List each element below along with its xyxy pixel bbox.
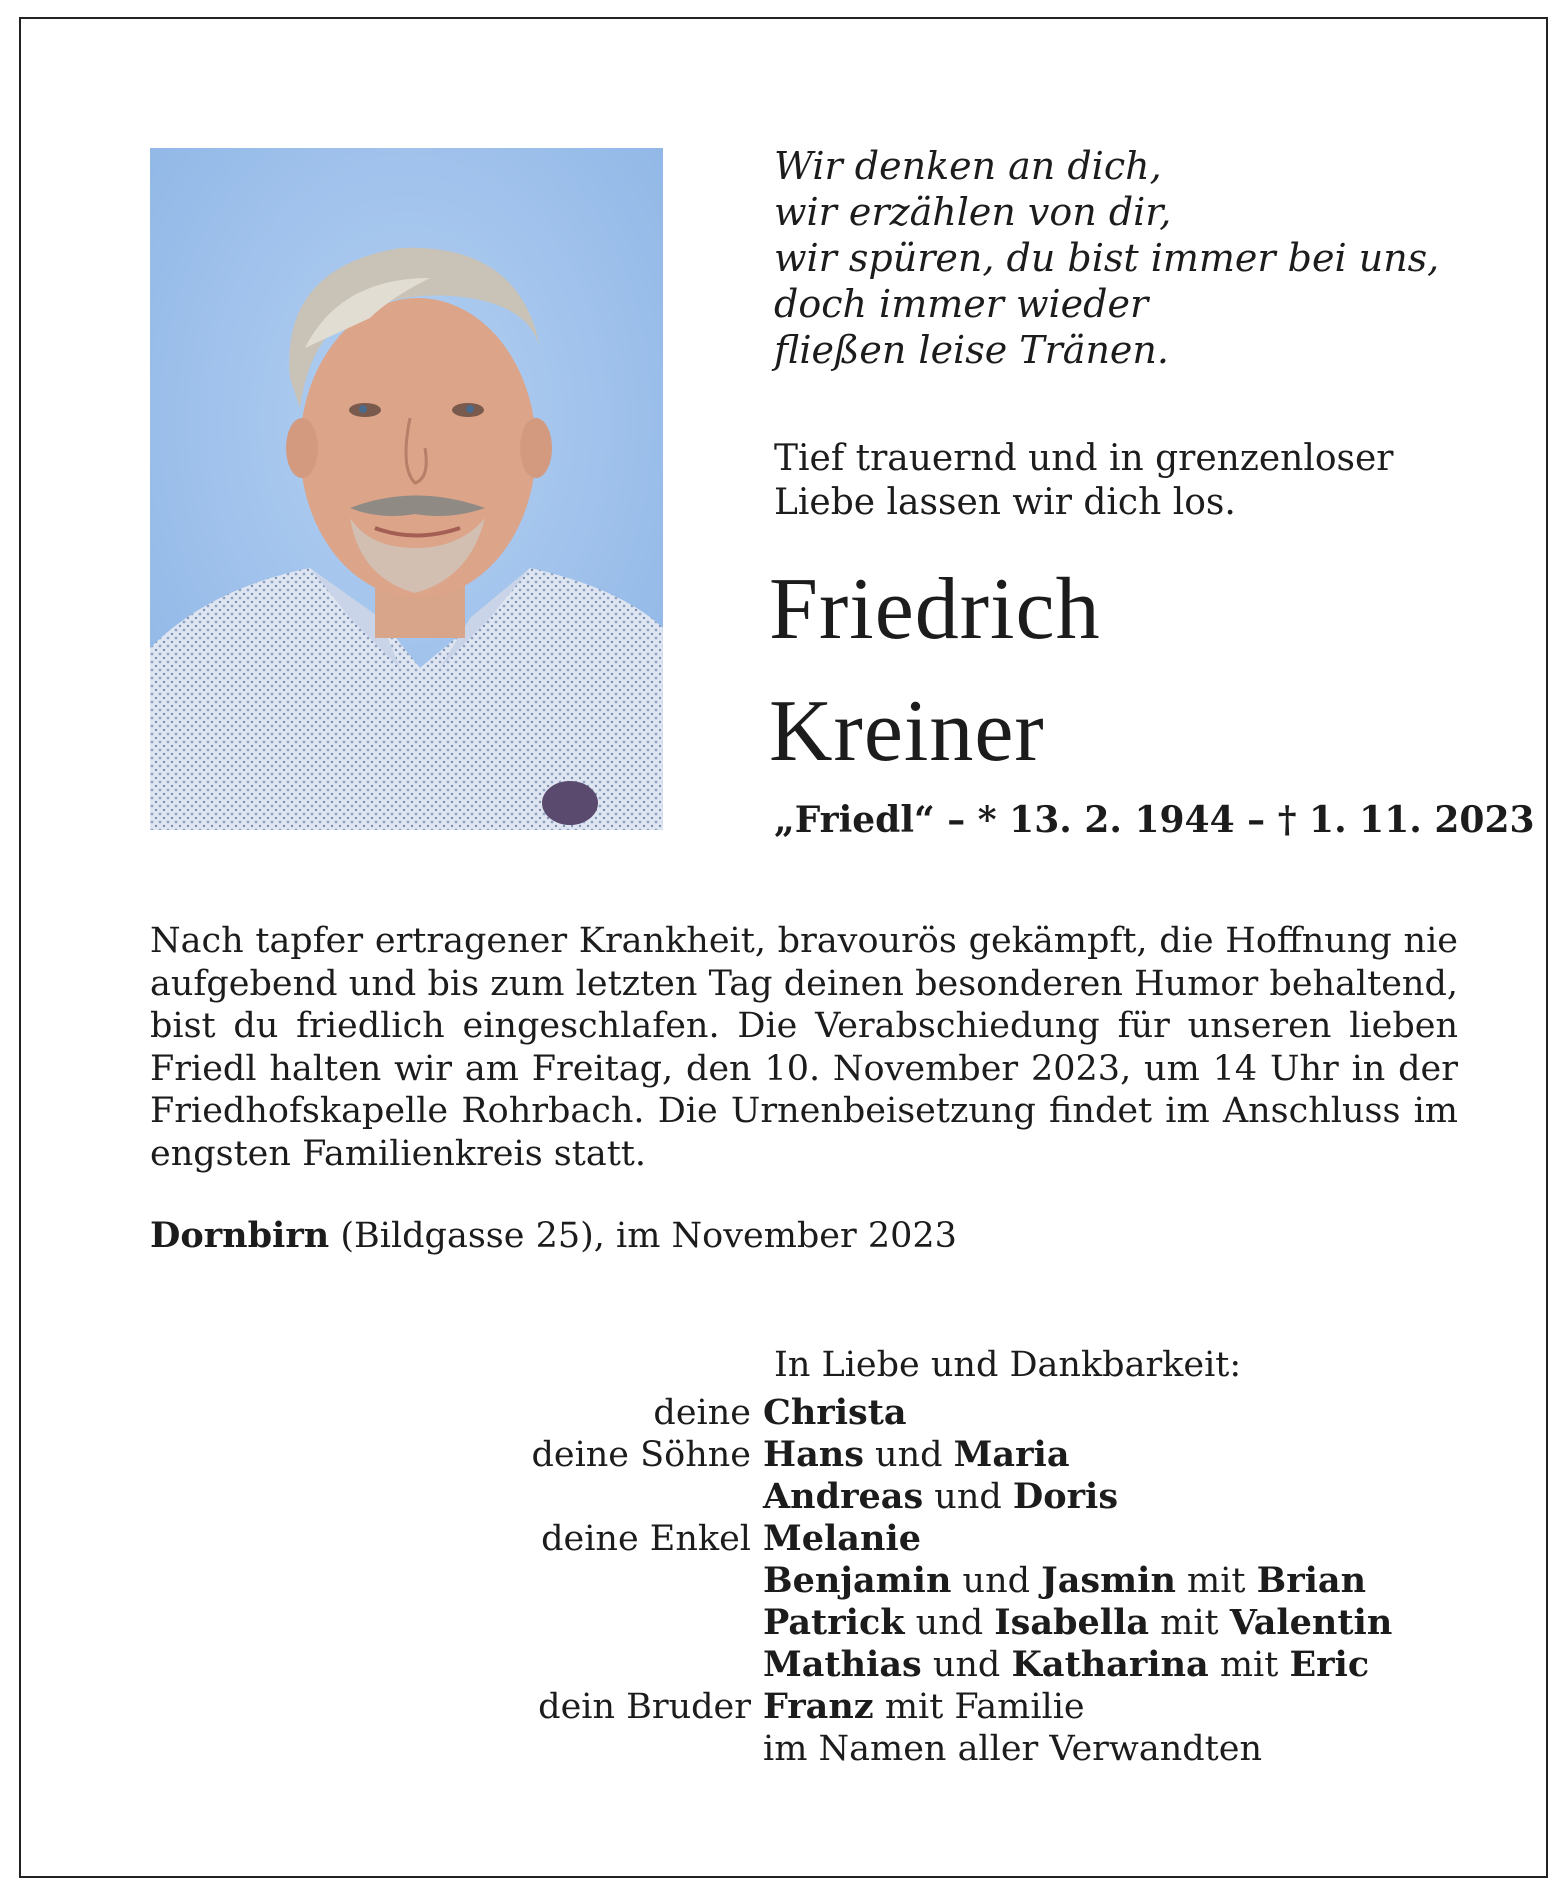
poem-line: doch immer wieder: [774, 282, 1149, 326]
memorial-poem: [774, 143, 1474, 373]
mourner-relation: dein Bruder: [538, 1687, 751, 1727]
mourner-names: [763, 1560, 1521, 1602]
mourner-row: [321, 1644, 1521, 1686]
mourner-connector: und: [923, 1477, 1013, 1517]
portrait-illustration: [150, 148, 663, 830]
mourner-name: Isabella: [994, 1602, 1150, 1643]
mourner-name: Katharina: [1011, 1644, 1209, 1685]
mourners-list: [321, 1392, 1521, 1770]
first-name: Friedrich: [769, 561, 1101, 658]
portrait-photo: [150, 148, 663, 830]
mourner-relation: deine Söhne: [531, 1435, 751, 1475]
mourner-relation: [321, 1476, 763, 1518]
mourner-row: [321, 1434, 1521, 1476]
mourner-row: [321, 1686, 1521, 1728]
mourner-connector: mit: [1175, 1561, 1257, 1601]
mourner-name: Benjamin: [763, 1560, 952, 1601]
mourner-name: Franz: [763, 1686, 874, 1727]
mourner-names: [763, 1644, 1521, 1686]
poem-line: Wir denken an dich,: [774, 144, 1162, 188]
mourner-names: [763, 1728, 1521, 1770]
thanks-heading: In Liebe und Dankbarkeit:: [774, 1345, 1242, 1385]
mourner-connector: mit: [1149, 1603, 1230, 1643]
mourner-name: Jasmin: [1041, 1560, 1176, 1601]
mourner-name: Melanie: [763, 1518, 921, 1559]
place-city: Dornbirn: [150, 1215, 330, 1256]
mourner-names: [763, 1434, 1521, 1476]
mourner-relation: deine Enkel: [541, 1519, 751, 1559]
poem-line: wir erzählen von dir,: [774, 190, 1172, 234]
mourner-connector: mit Familie: [873, 1687, 1085, 1727]
announcement-text: Nach tapfer ertragener Krankheit, bravourös gekämpft, die Hoffnung nie aufgebend und bis zum letzten Tag deinen besonderen Humor behaltend, bist du friedlich eingeschlafen. Die Verabschiedung für unseren lieben Friedl halten wir am Freitag, den 10. November 2023, um 14 Uhr in der Friedhofskapelle Rohrbach. Die Urnenbeisetzung findet im Anschluss im engsten Familienkreis statt.: [150, 921, 1458, 1174]
mourner-row: [321, 1392, 1521, 1434]
notice-frame: [19, 17, 1548, 1878]
mourner-relation: [321, 1728, 763, 1770]
mourner-name: Hans: [763, 1434, 864, 1475]
mourner-names: [763, 1602, 1521, 1644]
mourner-names: [763, 1392, 1521, 1434]
life-dates: „Friedl“ – * 13. 2. 1944 – † 1. 11. 2023: [774, 799, 1535, 841]
place-details: (Bildgasse 25), im November 2023: [329, 1216, 957, 1256]
mourner-name: Mathias: [763, 1644, 922, 1685]
mourner-names: [763, 1686, 1521, 1728]
mourner-name: Doris: [1012, 1476, 1119, 1517]
mourner-name: Eric: [1289, 1644, 1370, 1685]
last-name: Kreiner: [769, 683, 1045, 780]
mourner-relation: deine: [653, 1393, 751, 1433]
mourner-name: Brian: [1256, 1560, 1367, 1601]
mourner-names: [763, 1518, 1521, 1560]
mourner-row: [321, 1602, 1521, 1644]
mourner-connector: im Namen aller Verwandten: [763, 1729, 1262, 1769]
mourner-relation: [321, 1602, 763, 1644]
mourner-name: Patrick: [763, 1602, 905, 1643]
mourner-connector: und: [863, 1435, 954, 1475]
mourner-name: Christa: [763, 1392, 907, 1433]
poem-line: wir spüren, du bist immer bei uns,: [774, 236, 1440, 280]
mourner-relation: [321, 1560, 763, 1602]
mourner-name: Maria: [953, 1434, 1070, 1475]
mourner-relation: [321, 1644, 763, 1686]
mourner-row: [321, 1728, 1521, 1770]
mourner-connector: mit: [1208, 1645, 1290, 1685]
mourner-row: [321, 1518, 1521, 1560]
mourner-name: Valentin: [1229, 1602, 1393, 1643]
mourner-names: [763, 1476, 1521, 1518]
mourner-connector: und: [951, 1561, 1042, 1601]
intro-text: Tief trauernd und in grenzenloser Liebe lassen wir dich los.: [774, 438, 1394, 523]
mourner-row: [321, 1476, 1521, 1518]
mourner-connector: und: [904, 1603, 995, 1643]
place-and-date: [150, 1215, 957, 1256]
deceased-name: [769, 549, 1101, 793]
poem-line: fließen leise Tränen.: [774, 328, 1169, 372]
mourner-name: Andreas: [763, 1476, 924, 1517]
mourner-connector: und: [921, 1645, 1012, 1685]
mourner-row: [321, 1560, 1521, 1602]
